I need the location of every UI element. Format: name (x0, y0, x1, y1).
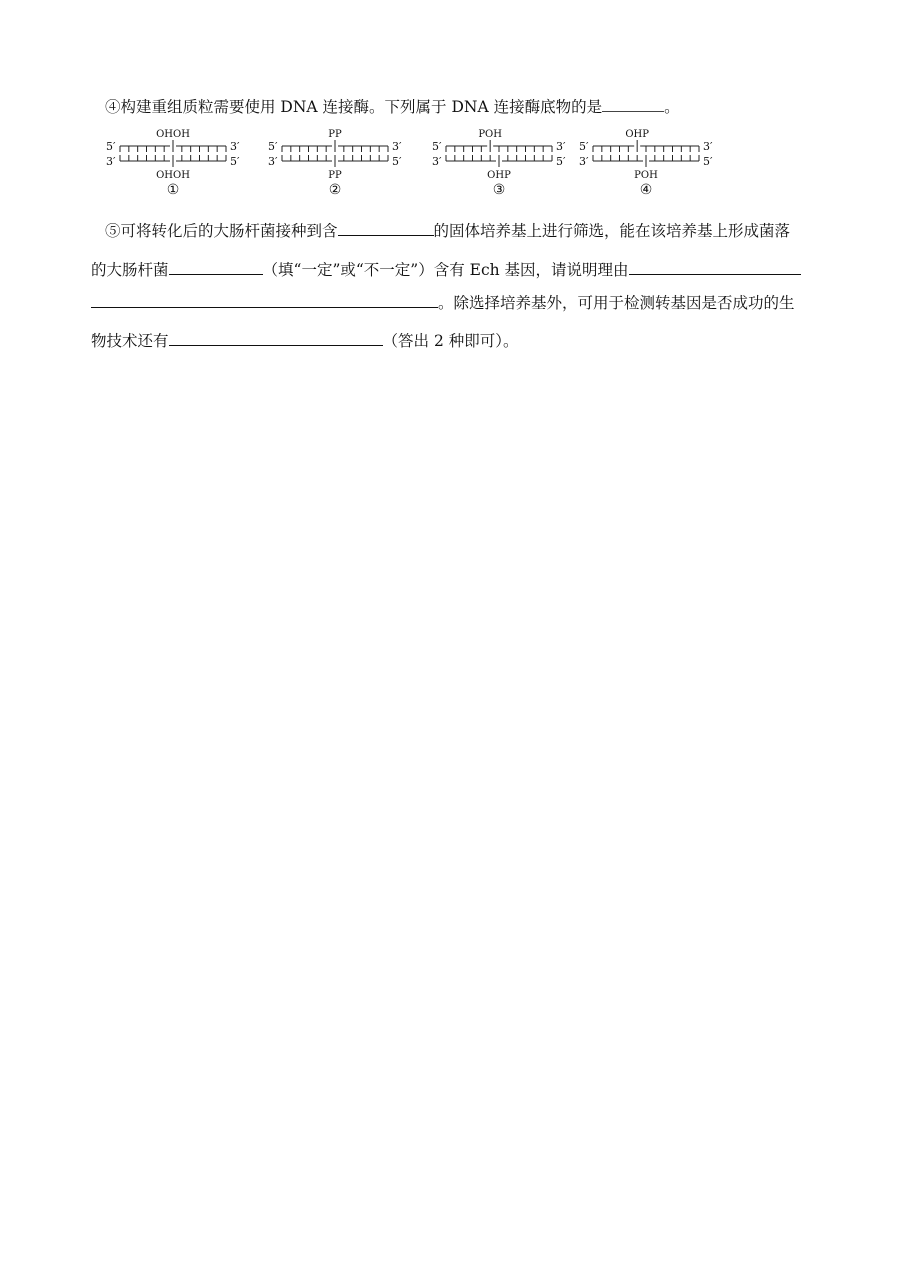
question-5-text-4b: （答出 2 种即可）。 (382, 332, 519, 350)
answer-blank-q4[interactable] (602, 95, 664, 112)
diagram-number: ② (328, 182, 342, 198)
answer-blank-certainty[interactable] (169, 258, 263, 275)
bottom-group-label: OHOH (156, 170, 190, 181)
strand-end-label: 5′ (268, 140, 278, 153)
strand-end-label: 5′ (579, 140, 589, 153)
question-5-line-3 (91, 291, 795, 313)
bottom-group-label: PP (328, 170, 342, 181)
diagram-number: ③ (492, 182, 506, 198)
strand-end-label: 3′ (432, 155, 442, 168)
dna-substrate-diagrams (106, 128, 716, 203)
question-5-text-1b: 的固体培养基上进行筛选，能在该培养基上形成菌落 (433, 222, 791, 240)
strand-end-label: 3′ (556, 140, 566, 153)
top-group-label: PP (328, 129, 342, 140)
question-5-text-2b: （填“一定”或“不一定”）含有 Ech 基因，请说明理由 (262, 261, 629, 279)
top-group-label: OHOH (156, 129, 190, 140)
answer-blank-medium[interactable] (338, 219, 434, 236)
question-4-line (91, 95, 680, 117)
dna-diagram-svg (106, 128, 716, 203)
answer-blank-reason-2[interactable] (91, 291, 438, 308)
diagram-number: ① (166, 182, 180, 198)
question-5-text-4a: 物技术还有 (91, 332, 169, 350)
strand-end-label: 3′ (703, 140, 713, 153)
top-group-label: POH (478, 129, 502, 140)
bottom-group-label: POH (634, 170, 658, 181)
question-4-end: 。 (664, 98, 680, 116)
strand-end-label: 3′ (268, 155, 278, 168)
question-5-text-3b: 。除选择培养基外，可用于检测转基因是否成功的生 (438, 294, 795, 312)
strand-end-label: 3′ (106, 155, 116, 168)
answer-blank-reason-1[interactable] (629, 258, 801, 275)
question-5-text-2a: 的大肠杆菌 (91, 261, 169, 279)
strand-end-label: 5′ (703, 155, 713, 168)
top-group-label: OHP (625, 129, 649, 140)
diagram-number: ④ (639, 182, 653, 198)
question-5-text-1a: ⑤可将转化后的大肠杆菌接种到含 (105, 222, 338, 240)
strand-end-label: 3′ (230, 140, 240, 153)
strand-end-label: 5′ (432, 140, 442, 153)
question-5-line-2 (91, 258, 801, 280)
question-4-text: ④构建重组质粒需要使用 DNA 连接酶。下列属于 DNA 连接酶底物的是 (105, 98, 603, 116)
strand-end-label: 5′ (392, 155, 402, 168)
strand-end-label: 3′ (392, 140, 402, 153)
strand-end-label: 3′ (579, 155, 589, 168)
question-5-line-4 (91, 329, 518, 351)
answer-blank-techniques[interactable] (169, 329, 383, 346)
bottom-group-label: OHP (487, 170, 511, 181)
strand-end-label: 5′ (106, 140, 116, 153)
strand-end-label: 5′ (556, 155, 566, 168)
question-5-line-1 (91, 219, 790, 241)
strand-end-label: 5′ (230, 155, 240, 168)
